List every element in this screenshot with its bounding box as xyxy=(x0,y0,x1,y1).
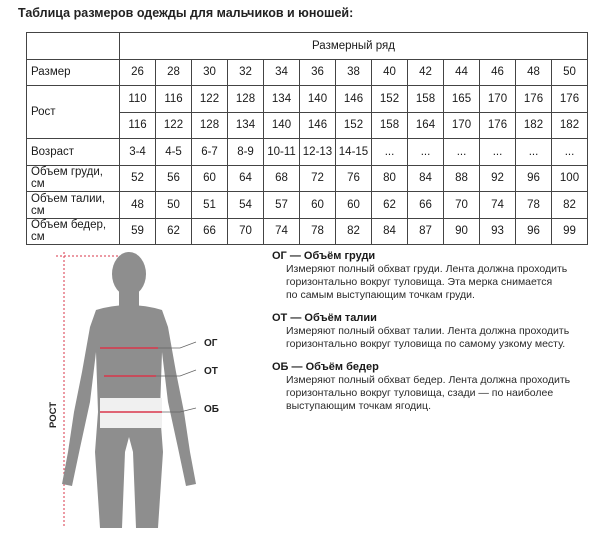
table-cell: ... xyxy=(372,139,408,166)
legend-waist-line: горизонтально вокруг туловища по самому узкому месту. xyxy=(286,338,566,350)
row-label: Объем груди, см xyxy=(27,165,120,192)
legend-hips-title: ОБ — Объём бедер xyxy=(272,361,379,373)
table-row xyxy=(27,59,588,86)
table-cell: 60 xyxy=(300,192,336,219)
table-cell: 164 xyxy=(408,112,444,139)
table-cell: 158 xyxy=(372,112,408,139)
table-cell: 82 xyxy=(552,192,588,219)
table-cell: 42 xyxy=(408,59,444,86)
table-row xyxy=(27,218,588,245)
table-cell: 152 xyxy=(336,112,372,139)
table-cell: 140 xyxy=(300,86,336,113)
table-cell: 140 xyxy=(264,112,300,139)
table-cell: 78 xyxy=(300,218,336,245)
hip-band xyxy=(100,398,162,428)
row-label: Возраст xyxy=(27,139,120,166)
table-cell: 96 xyxy=(516,165,552,192)
table-cell: 4-5 xyxy=(156,139,192,166)
table-cell: ... xyxy=(408,139,444,166)
table-cell: 176 xyxy=(552,86,588,113)
table-cell: 40 xyxy=(372,59,408,86)
table-cell: 68 xyxy=(264,165,300,192)
table-cell: 72 xyxy=(300,165,336,192)
table-cell: 78 xyxy=(516,192,552,219)
table-row xyxy=(27,86,588,113)
table-cell: 176 xyxy=(516,86,552,113)
legend-waist xyxy=(272,312,592,351)
table-cell: 84 xyxy=(408,165,444,192)
legend-chest-line: горизонтально вокруг туловища. Эта мерка снимается xyxy=(286,276,553,288)
table-cell: 36 xyxy=(300,59,336,86)
table-cell: 110 xyxy=(120,86,156,113)
waist-mark-label: ОТ xyxy=(204,366,218,377)
table-row xyxy=(27,139,588,166)
legend-chest-line: Измеряют полный обхват груди. Лента должна проходить xyxy=(286,263,568,275)
table-cell: ... xyxy=(480,139,516,166)
table-cell: ... xyxy=(552,139,588,166)
table-cell: 90 xyxy=(444,218,480,245)
table-cell: 66 xyxy=(192,218,228,245)
table-cell: 182 xyxy=(516,112,552,139)
table-cell: 66 xyxy=(408,192,444,219)
table-header-blank xyxy=(27,33,120,60)
hip-mark-label: ОБ xyxy=(204,404,219,415)
table-cell: 62 xyxy=(156,218,192,245)
table-cell: 26 xyxy=(120,59,156,86)
row-label: Объем талии, см xyxy=(27,192,120,219)
table-cell: 50 xyxy=(552,59,588,86)
table-cell: 3-4 xyxy=(120,139,156,166)
table-cell: 46 xyxy=(480,59,516,86)
measurement-legend xyxy=(272,250,592,423)
table-cell: 146 xyxy=(336,86,372,113)
table-cell: 60 xyxy=(192,165,228,192)
legend-waist-line: Измеряют полный обхват талии. Лента должна проходить xyxy=(286,325,570,337)
legend-hips-line: горизонтально вокруг туловища, сзади — по наиболее xyxy=(286,387,554,399)
table-cell: 52 xyxy=(120,165,156,192)
table-cell: 59 xyxy=(120,218,156,245)
table-cell: 96 xyxy=(516,218,552,245)
table-cell: 122 xyxy=(156,112,192,139)
legend-chest-line: по самым выступающим точкам груди. xyxy=(286,289,475,301)
table-cell: 100 xyxy=(552,165,588,192)
table-cell: 182 xyxy=(552,112,588,139)
legend-waist-title: ОТ — Объём талии xyxy=(272,312,377,324)
table-cell: 14-15 xyxy=(336,139,372,166)
row-label: Размер xyxy=(27,59,120,86)
table-cell: 70 xyxy=(444,192,480,219)
legend-hips xyxy=(272,361,592,413)
size-table xyxy=(26,32,588,245)
table-header-title: Размерный ряд xyxy=(120,33,588,60)
table-cell: 74 xyxy=(480,192,516,219)
table-cell: 44 xyxy=(444,59,480,86)
table-cell: 62 xyxy=(372,192,408,219)
row-label: Объем бедер, см xyxy=(27,218,120,245)
table-cell: 50 xyxy=(156,192,192,219)
chest-mark-label: ОГ xyxy=(204,338,218,349)
table-cell: 146 xyxy=(300,112,336,139)
table-cell: ... xyxy=(444,139,480,166)
table-cell: 158 xyxy=(408,86,444,113)
table-cell: 30 xyxy=(192,59,228,86)
table-cell: 122 xyxy=(192,86,228,113)
body-figure xyxy=(0,252,270,528)
table-cell: 99 xyxy=(552,218,588,245)
table-cell: 54 xyxy=(228,192,264,219)
table-cell: 8-9 xyxy=(228,139,264,166)
table-cell: 128 xyxy=(192,112,228,139)
table-cell: 6-7 xyxy=(192,139,228,166)
table-cell: 48 xyxy=(516,59,552,86)
table-cell: 87 xyxy=(408,218,444,245)
table-cell: 56 xyxy=(156,165,192,192)
row-label: Рост xyxy=(27,86,120,139)
table-cell: 116 xyxy=(156,86,192,113)
legend-hips-line: Измеряют полный обхват бедер. Лента должна проходить xyxy=(286,374,571,386)
table-cell: 57 xyxy=(264,192,300,219)
table-cell: 60 xyxy=(336,192,372,219)
table-cell: 93 xyxy=(480,218,516,245)
table-cell: 134 xyxy=(264,86,300,113)
table-cell: 76 xyxy=(336,165,372,192)
table-cell: 74 xyxy=(264,218,300,245)
silhouette xyxy=(62,252,196,528)
body-silhouette xyxy=(0,252,270,528)
table-cell: 70 xyxy=(228,218,264,245)
table-cell: 32 xyxy=(228,59,264,86)
table-cell: 176 xyxy=(480,112,516,139)
table-cell: 152 xyxy=(372,86,408,113)
table-cell: ... xyxy=(516,139,552,166)
table-cell: 88 xyxy=(444,165,480,192)
table-cell: 28 xyxy=(156,59,192,86)
table-row xyxy=(27,165,588,192)
table-cell: 34 xyxy=(264,59,300,86)
table-cell: 10-11 xyxy=(264,139,300,166)
table-cell: 48 xyxy=(120,192,156,219)
table-cell: 51 xyxy=(192,192,228,219)
table-cell: 84 xyxy=(372,218,408,245)
table-cell: 12-13 xyxy=(300,139,336,166)
page-title: Таблица размеров одежды для мальчиков и юношей: xyxy=(18,6,354,20)
legend-chest xyxy=(272,250,592,302)
table-cell: 170 xyxy=(444,112,480,139)
table-cell: 64 xyxy=(228,165,264,192)
table-cell: 82 xyxy=(336,218,372,245)
table-cell: 165 xyxy=(444,86,480,113)
table-cell: 92 xyxy=(480,165,516,192)
legend-chest-title: ОГ — Объём груди xyxy=(272,250,376,262)
table-row xyxy=(27,192,588,219)
table-cell: 170 xyxy=(480,86,516,113)
table-cell: 134 xyxy=(228,112,264,139)
height-label: РОСТ xyxy=(48,401,59,428)
table-cell: 116 xyxy=(120,112,156,139)
table-cell: 80 xyxy=(372,165,408,192)
table-cell: 128 xyxy=(228,86,264,113)
table-cell: 38 xyxy=(336,59,372,86)
legend-hips-line: выступающим точкам ягодиц. xyxy=(286,400,431,412)
table-header-row xyxy=(27,33,588,60)
